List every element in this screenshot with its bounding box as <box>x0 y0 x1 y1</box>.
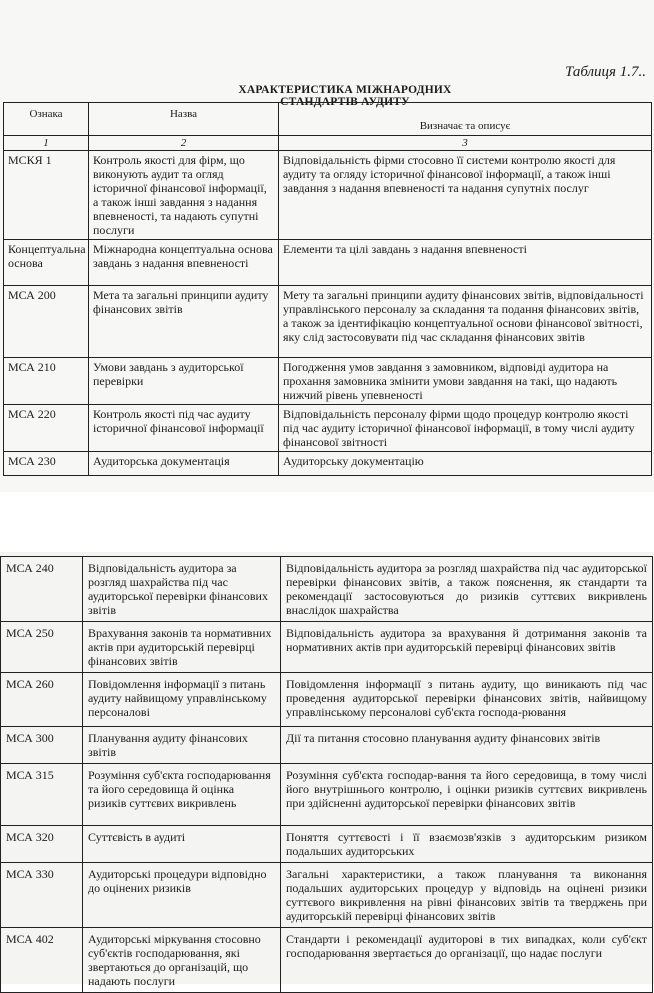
table-row <box>4 286 652 358</box>
table-caption: Таблиця 1.7.. <box>565 64 646 80</box>
table-header-row <box>4 103 652 136</box>
title-line-1: ХАРАКТЕРИСТИКА МІЖНАРОДНИХ <box>238 84 452 96</box>
table-row <box>1 863 653 928</box>
standard-code: МСА 330 <box>1 863 83 928</box>
standard-code: МСА 300 <box>1 727 83 764</box>
column-number: 2 <box>89 136 279 151</box>
standard-name: Аудиторська документація <box>89 452 279 476</box>
table-row <box>1 727 653 764</box>
table-row <box>1 928 653 993</box>
header-sign: Ознака <box>4 103 89 136</box>
table-row <box>1 622 653 673</box>
header-description: Визначає та описує <box>279 103 652 136</box>
standards-table-bottom <box>0 556 653 993</box>
column-number-row <box>4 136 652 151</box>
page-gap <box>0 492 654 552</box>
standard-code: МСА 230 <box>4 452 89 476</box>
standard-description: Аудиторську документацію <box>279 452 652 476</box>
table-row <box>1 673 653 727</box>
standard-code: МСА 260 <box>1 673 83 727</box>
standard-description: Поняття суттєвості і її взаємозв'язків з аудиторським ризиком подальших аудиторських <box>281 826 653 863</box>
standard-name: Аудиторські процедури відповідно до оцінених ризиків <box>83 863 281 928</box>
standard-description: Відповідальність персоналу фірми щодо процедур контролю якості під час аудиту історичної фінансової інформації, в тому числі аудиту фінансової звітності <box>279 405 652 452</box>
standard-code: МСА 200 <box>4 286 89 358</box>
table-row <box>4 151 652 240</box>
standard-name: Врахування законів та нормативних актів при аудиторській перевірці фінансових звітів <box>83 622 281 673</box>
standard-code: МСА 250 <box>1 622 83 673</box>
standard-description: Загальні характеристики, а також планування та виконання подальших аудиторських процедур у відповідь на оцінені ризики суттєвого викривлення на рівні фінансових звітів та тверджень при аудиторській перевірці фінансових звітів <box>281 863 653 928</box>
standard-code: МСКЯ 1 <box>4 151 89 240</box>
table-row <box>4 405 652 452</box>
standard-code: МСА 220 <box>4 405 89 452</box>
column-number: 3 <box>279 136 652 151</box>
top-page <box>0 0 654 492</box>
standard-name: Контроль якості для фірм, що виконують аудит та огляд історичної фінансової інформації, а також інші завдання з надання впевненості, та надають супутні послуги <box>89 151 279 240</box>
standard-name: Аудиторські міркування стосовно суб'єктів господарювання, які звертаються до організацій, що надають послуги <box>83 928 281 993</box>
standard-code: МСА 210 <box>4 358 89 405</box>
standard-code: МСА 402 <box>1 928 83 993</box>
standard-code: МСА 240 <box>1 557 83 622</box>
standard-code: МСА 320 <box>1 826 83 863</box>
standard-description: Погодження умов завдання з замовником, відповіді аудитора на прохання замовника змінити умови завдання на такі, що надають нижчий рівень упевненості <box>279 358 652 405</box>
standard-description: Елементи та цілі завдань з надання впевненості <box>279 240 652 286</box>
standards-table-top <box>3 102 652 476</box>
standard-name: Відповідальність аудитора за розгляд шахрайства під час аудиторської перевірки фінансових звітів <box>83 557 281 622</box>
standard-description: Розуміння суб'єкта господар-вання та його середовища, в тому числі його внутрішнього контролю, і оцінки ризиків суттєвих викривлень при здійсненні аудиторської перевірки фінансових звітів <box>281 764 653 826</box>
bottom-page <box>0 552 654 988</box>
standard-description: Повідомлення інформації з питань аудиту, що виникають під час проведення аудиторської перевірки фінансових звітів, найвищому управлінському персоналові суб'єкта господа-рювання <box>281 673 653 727</box>
standard-description: Відповідальність фірми стосовно її системи контролю якості для аудиту та огляду історичної фінансової інформації, а також інші завдання з надання впевненості та надання супутніх послуг <box>279 151 652 240</box>
table-row <box>1 826 653 863</box>
title-line-2: СТАНДАРТІВ АУДИТУ <box>280 96 410 108</box>
table-row <box>1 557 653 622</box>
table-row <box>4 358 652 405</box>
standard-description: Відповідальність аудитора за розгляд шахрайства під час аудиторської перевірки фінансових звітів, а також пояснення, як стандарти та рекомендації застосовуються до ризиків суттєвих викривлень внаслідок шахрайства <box>281 557 653 622</box>
standard-name: Повідомлення інформації з питань аудиту найвищому управлінському персоналові <box>83 673 281 727</box>
standard-name: Мета та загальні принципи аудиту фінансових звітів <box>89 286 279 358</box>
standard-description: Дії та питання стосовно планування аудиту фінансових звітів <box>281 727 653 764</box>
header-name: Назва <box>89 103 279 136</box>
standard-name: Умови завдань з аудиторської перевірки <box>89 358 279 405</box>
standard-description: Мету та загальні принципи аудиту фінансових звітів, відповідальності управлінського персоналу за складання та подання фінансових звітів, а також за ідентифікацію концептуальної основи фінансової звітності, яку слід застосовувати під час складання фінансових звітів <box>279 286 652 358</box>
standard-description: Стандарти і рекомендації аудиторові в тих випадках, коли суб'єкт господарювання звертається до організації, що надає послуги <box>281 928 653 993</box>
standard-name: Суттєвість в аудиті <box>83 826 281 863</box>
standard-description: Відповідальність аудитора за врахування й дотримання законів та нормативних актів при аудиторській перевірці фінансових звітів <box>281 622 653 673</box>
table-row <box>1 764 653 826</box>
table-row <box>4 452 652 476</box>
standard-name: Планування аудиту фінансових звітів <box>83 727 281 764</box>
table-row <box>4 240 652 286</box>
standard-name: Контроль якості під час аудиту історичної фінансової інформації <box>89 405 279 452</box>
standard-name: Міжнародна концептуальна основа завдань з надання впевненості <box>89 240 279 286</box>
standard-code: МСА 315 <box>1 764 83 826</box>
column-number: 1 <box>4 136 89 151</box>
standard-name: Розуміння суб'єкта господарювання та його середовища й оцінка ризиків суттєвих викривлень <box>83 764 281 826</box>
standard-code: Концептуальна основа <box>4 240 89 286</box>
